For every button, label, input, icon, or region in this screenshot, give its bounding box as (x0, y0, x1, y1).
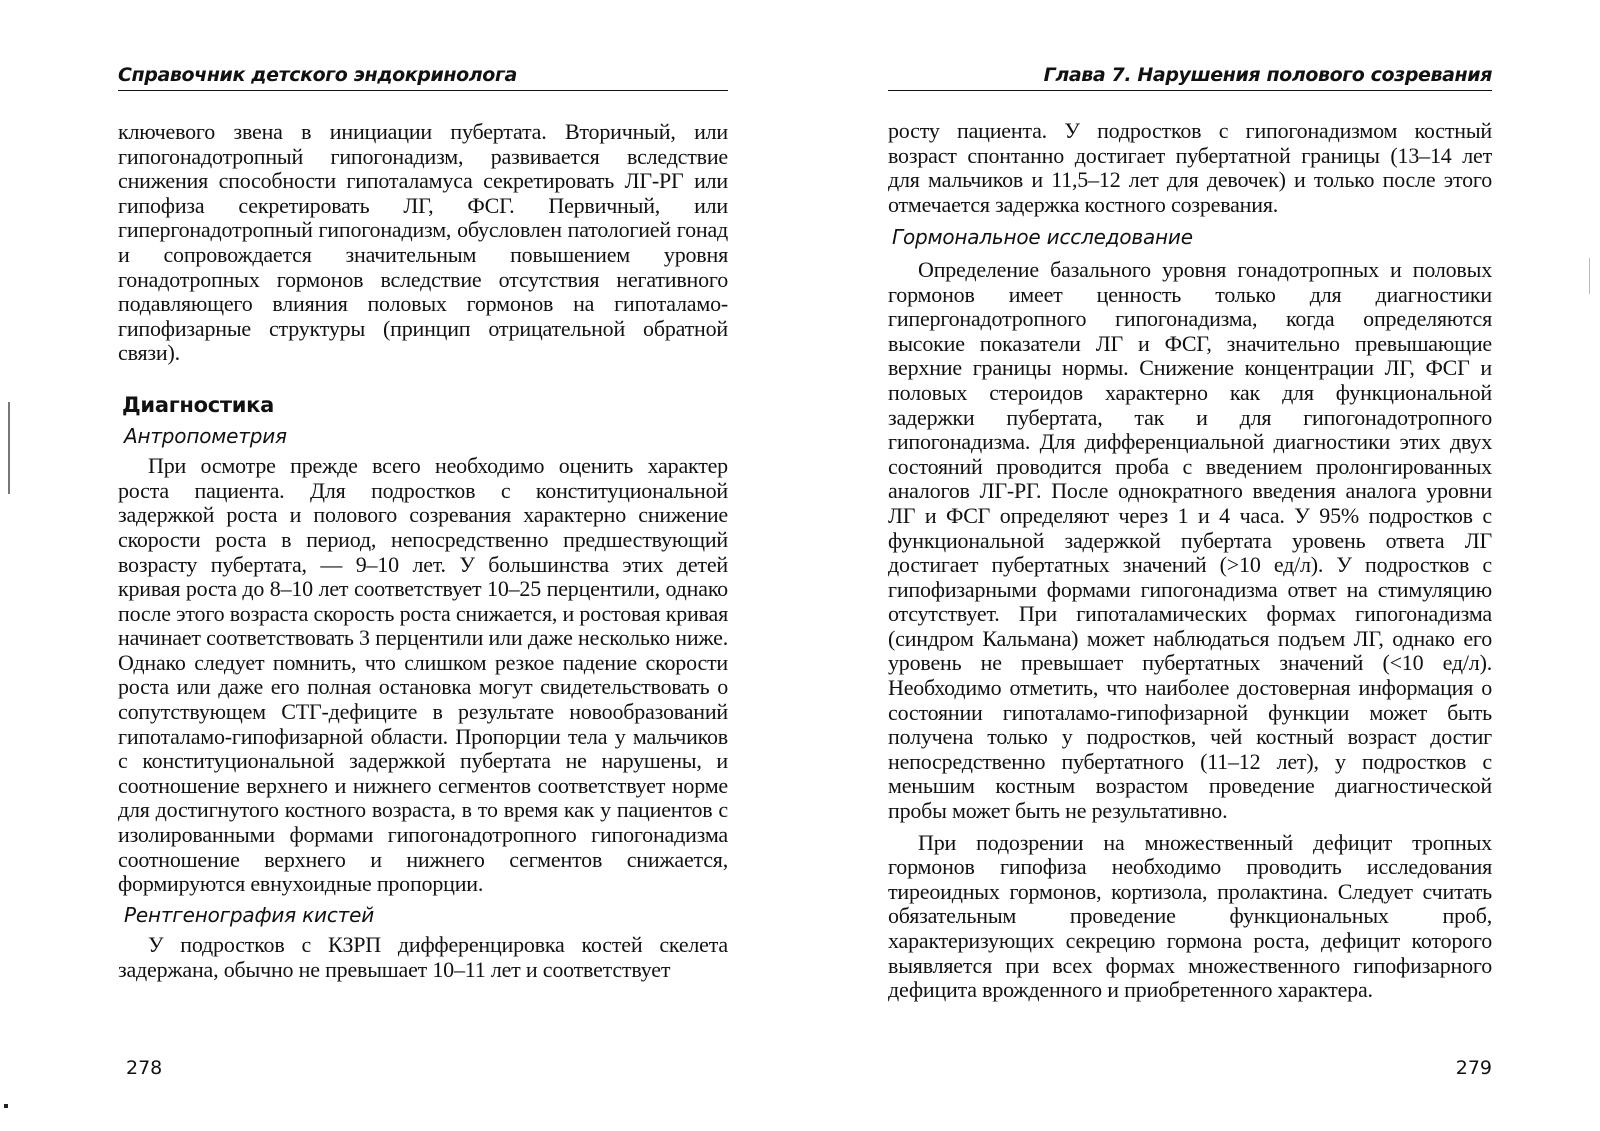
paragraph-anthropometry: При осмотре прежде всего необходимо оценить характер роста пациента. Для подростков с конституциональной задержкой роста и полового созревания характерно снижение скорости роста в период, непосредственно предшествующий возрасту пубертата, — 9–10 лет. У большинства этих детей кривая роста до 8–10 лет соответствует 10–25 перцентили, однако после этого возраста скорость роста снижается, и ростовая кривая начинает соответствовать 3 перцентили или даже несколько ниже. Однако следует помнить, что слишком резкое падение скорости роста или даже его полная остановка могут свидетельствовать о сопутствующем СТГ-дефиците в результате новообразований гипоталамо-гипофизарной области. Пропорции тела у мальчиков с конституциональной задержкой пубертата не нарушены, и соотношение верхнего и нижнего сегментов соответствует норме для достигнутого костного возраста, в то время как у пациентов с изолированными формами гипогонадотропного гипогонадизма соотношение верхнего и нижнего сегментов снижается, формируются евнухоидные пропорции. (118, 453, 728, 897)
paragraph-continued: ключевого звена в инициации пубертата. Вторичный, или гипогонадотропный гипогонадизм, развивается вследствие снижения способности гипоталамуса секретировать ЛГ-РГ или гипофиза секретировать ЛГ, ФСГ. Первичный, или гипергонадотропный гипогонадизм, обусловлен патологией гонад и сопровождается значительным повышением уровня гонадотропных гормонов вследствие отсутствия негативного подавляющего влияния половых гормонов на гипоталамо-гипофизарные структуры (принцип отрицательной обратной связи). (118, 119, 728, 366)
running-head: Глава 7. Нарушения полового созревания (888, 64, 1492, 91)
paragraph-deficit: При подозрении на множественный дефицит тропных гормонов гипофиза необходимо проводить исследования тиреоидных гормонов, кортизола, пролактина. Следует считать обязательным проведение функциональных проб, характеризующих секрецию гормона роста, дефицит которого выявляется при всех формах множественного гипофизарного дефицита врожденного и приобретенного характера. (888, 829, 1492, 1003)
paragraph-hormonal: Определение базального уровня гонадотропных и половых гормонов имеет ценность только для диагностики гипергонадотропного гипогонадизма, когда определяются высокие показатели ЛГ и ФСГ, значительно превышающие верхние границы нормы. Снижение концентрации ЛГ, ФСГ и половых стероидов характерно как для функциональной задержки пубертата, так и для гипогонадотропного гипогонадизма. Для дифференциальной диагностики этих двух состояний проводится проба с введением пролонгированных аналогов ЛГ-РГ. После однократного введения аналога уровни ЛГ и ФСГ определяют через 1 и 4 часа. У 95% подростков с функциональной задержкой пубертата уровень ответа ЛГ достигает пубертатных значений (>10 ед/л). У подростков с гипофизарными формами гипогонадизма ответ на стимуляцию отсутствует. При гипоталамических формах гипогонадизма (синдром Кальмана) может наблюдаться подъем ЛГ, однако его уровень не превышает пубертатных значений (<10 ед/л). Необходимо отметить, что наиболее достоверная информация о состоянии гипоталамо-гипофизарной функции может быть получена только у подростков, чей костный возраст достиг непосредственно пубертатного (11–12 лет), у подростков с меньшим костным возрастом проведение диагностической пробы может быть не результативно. (888, 256, 1492, 824)
page-number: 279 (1455, 1057, 1492, 1079)
running-head: Справочник детского эндокринолога (118, 64, 728, 91)
paragraph-xray: У подростков с КЗРП дифференцировка костей скелета задержана, обычно не превышает 10–11 лет и соответствует (118, 932, 728, 982)
right-page (888, 0, 1492, 1131)
subsection-title-xray: Рентгенография кистей (124, 902, 374, 927)
left-page (118, 0, 728, 1131)
scan-artifact-mark (8, 402, 10, 494)
scan-artifact-mark (1589, 258, 1590, 294)
scan-artifact-dot (4, 1104, 8, 1108)
right-page-body (888, 119, 1492, 1003)
subsection-title-hormonal: Гормональное исследование (892, 225, 1193, 250)
left-page-body (118, 120, 728, 983)
page-number: 278 (126, 1057, 163, 1079)
paragraph-continued: росту пациента. У подростков с гипогонадизмом костный возраст спонтанно достигает пубертатной границы (13–14 лет для мальчиков и 11,5–12 лет для девочек) и только после этого отмечается задержка костного созревания. (888, 118, 1492, 217)
section-title: Диагностика (122, 392, 274, 417)
subsection-title-anthropometry: Антропометрия (124, 423, 287, 448)
